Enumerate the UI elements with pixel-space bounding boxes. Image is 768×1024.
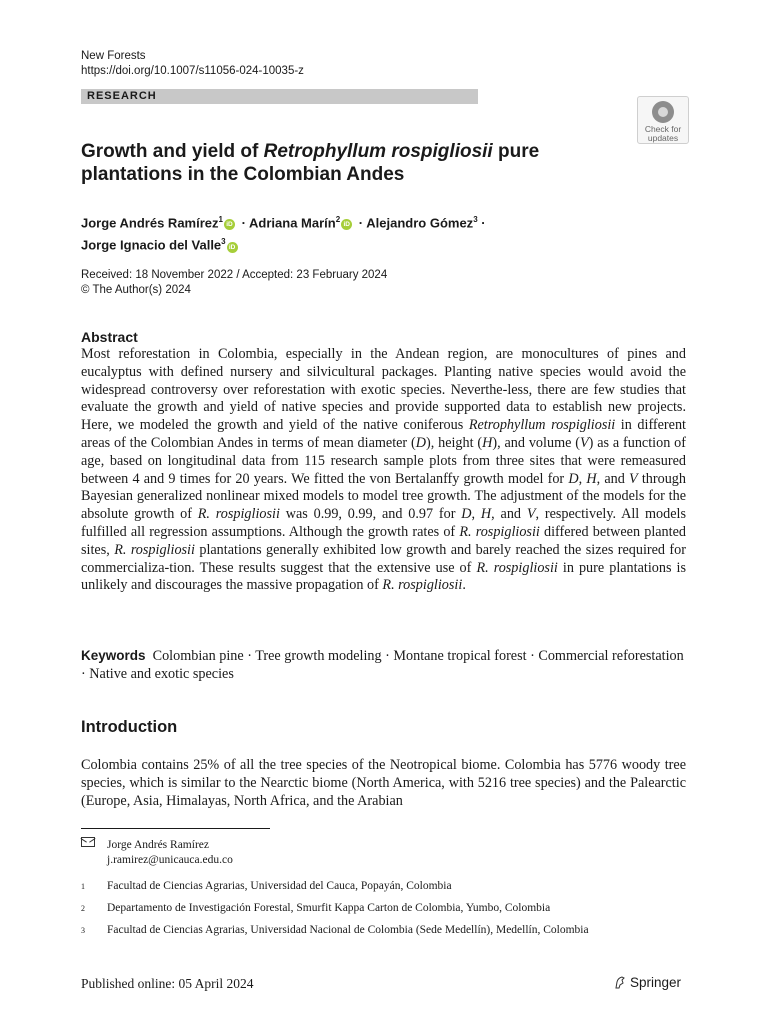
footnote-divider (81, 828, 270, 829)
journal-name: New Forests (81, 50, 146, 62)
corresponding-author (81, 837, 233, 868)
author-name[interactable]: Jorge Ignacio del Valle (81, 237, 222, 253)
article-title: Growth and yield of Retrophyllum rospigliosii pure plantations in the Colombian Andes (81, 141, 540, 185)
keywords (81, 647, 686, 684)
update-check-icon (652, 101, 674, 123)
affiliation-2: 2 Departamento de Investigación Forestal, Smurfit Kappa Carton de Colombia, Yumbo, Colombia (81, 902, 551, 914)
author-name[interactable]: Alejandro Gómez (366, 215, 474, 231)
affiliation-1: 1 Facultad de Ciencias Agrarias, Universidad del Cauca, Popayán, Colombia (81, 880, 452, 892)
author-list: Jorge Andrés Ramírez$^1$iD · Adriana Marín$^2$iD · Alejandro Gómez$^3$ · Jorge Ignacio del Valle$^3$iD (81, 215, 486, 253)
author-name[interactable]: Jorge Andrés Ramírez (81, 215, 219, 231)
received-accepted: Received: 18 November 2022 / Accepted: 23 February 2024 (81, 269, 388, 281)
keywords-text: Colombian pine · Tree growth modeling · Montane tropical forest · Commercial reforestation · Native and exotic species (81, 648, 684, 682)
orcid-icon[interactable]: iD (227, 242, 238, 253)
published-date: Published online: 05 April 2024 (81, 976, 254, 991)
article-dates (81, 268, 387, 298)
keywords-label: Keywords (81, 648, 146, 663)
orcid-icon[interactable]: iD (224, 219, 235, 230)
introduction-text: Colombia contains 25% of all the tree species of the Neotropical biome. Colombia has 5776 woody tree species, which is similar to the Nearctic biome (North America, with 5216 tree species) and the Palearctic (Europe, Asia, Himalayas, North Africa, and the Arabian (81, 757, 686, 809)
publisher-logo (614, 975, 681, 990)
envelope-icon (81, 837, 95, 847)
abstract-heading: Abstract (81, 329, 138, 345)
corresponding-email[interactable]: j.ramirez@unicauca.edu.co (107, 854, 233, 866)
publisher-name: Springer (630, 975, 682, 990)
copyright: © The Author(s) 2024 (81, 284, 191, 296)
doi-link[interactable]: https://doi.org/10.1007/s11056-024-10035-z (81, 65, 304, 77)
author-name[interactable]: Adriana Marín (249, 215, 336, 231)
orcid-icon[interactable]: iD (341, 219, 352, 230)
journal-header (81, 49, 304, 79)
affiliation-3: 3 Facultad de Ciencias Agrarias, Universidad Nacional de Colombia (Sede Medellín), Medellín, Colombia (81, 924, 589, 936)
badge-label: Check for updates (644, 124, 682, 143)
abstract-body: Most reforestation in Colombia, especially in the Andean region, are monocultures of pines and eucalyptus with defined nursery and silvicultural packages. Planting native species would avoid the widespread controversy over reforestation with exotic species. Neverthe-less, there are few studies that evaluate the growth and yield of native species and provide supported data to establish new projects. Here, we modeled the growth and yield of the native coniferous Retrophyllum rospigliosii in different areas of the Colombian Andes in terms of mean diameter (D), height (H), and volume (V) as a function of age, based on longitudinal data from 115 research sample plots from three sites that were remeasured between 4 and 9 times for 20 years. We fitted the von Bertalanffy growth model for D, H, and V through Bayesian generalized nonlinear mixed models to model tree growth. The adjustment of the models for the absolute growth of R. rospigliosii was 0.99, 0.99, and 0.97 for D, H, and V, respectively. All models fulfilled all regression assumptions. Although the growth rates of R. rospigliosii differed between planted sites, R. rospigliosii plantations generally exhibited low growth and barely reached the sizes required for commercializa-tion. These results suggest that the extensive use of R. rospigliosii in pure plantations is unlikely and discourages the massive propagation of R. rospigliosii. (81, 346, 687, 594)
section-bar: RESEARCH (81, 89, 478, 104)
springer-horse-icon (614, 976, 626, 989)
corresponding-name: Jorge Andrés Ramírez (107, 839, 209, 851)
check-for-updates-badge[interactable] (637, 96, 689, 144)
introduction-heading: Introduction (81, 718, 178, 736)
